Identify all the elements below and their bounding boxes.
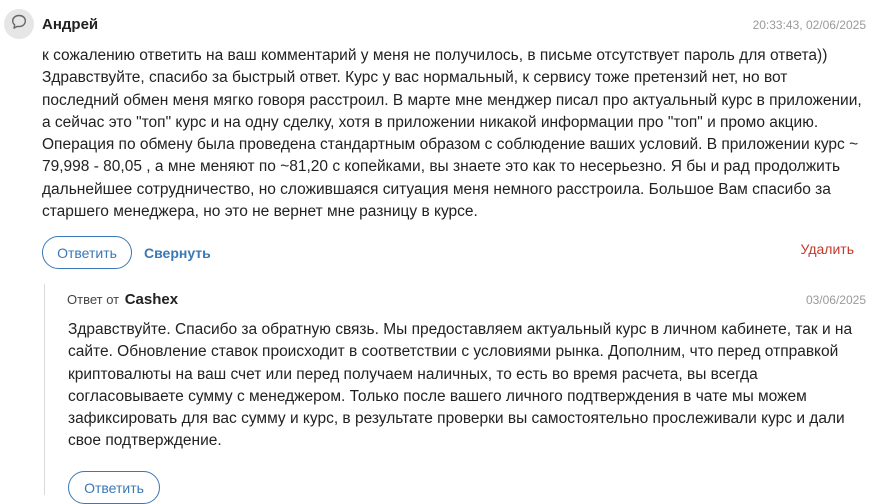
comment-timestamp: 20:33:43, 02/06/2025 (752, 18, 866, 32)
reply-date: 03/06/2025 (805, 293, 866, 307)
reply-text: Здравствуйте. Спасибо за обратную связь. Мы предоставляем актуальный курс в личном кабинете, так и на сайте. Обновление ставок происходит в соответствии с условиями рынка. Дополним, что перед отправкой криптовалюты на ваш счет или перед получаем наличных, то есть во время расчета, вы всегда согласовываете сумму с менеджером. Только после вашего личного подтверждения в чате мы можем зафиксировать для вас сумму и курс, в результате проверки вы самостоятельно прослеживали курс и дали свое подтверждение. (68, 321, 853, 450)
comment-text: к сожалению ответить на ваш комментарий у меня не получилось, в письме отсутствует пароль для ответа)) Здравствуйте, спасибо за быстрый ответ. Курс у вас нормальный, к сервису тоже претензий нет, но вот последний обмен меня мягко говоря расстроил. В марте мне менджер писал про актуальный курс в приложении, а сейчас это "топ" курс и на одну сделку, хотя в приложении никакой информации про "топ" и промо акцию. Операция по обмену была проведена стандартным образом с соблюдение ваших условий. В приложении курс ~ 79,998 - 80,05 , а мне меняют по ~81,20 с копейками, вы знаете это как то несерьезно. Я бы и рад продолжить дальнейшее сотрудничество, но сложившаяся ситуация меня немного расстроила. Большое Вам спасибо за старшего менеджера, но это не вернет мне разницу в курсе. (42, 47, 862, 221)
avatar (4, 9, 34, 39)
speech-bubble-icon (10, 13, 28, 36)
reply-reply-button[interactable]: Ответить (68, 471, 160, 504)
reply-header (67, 291, 178, 308)
collapse-button[interactable]: Свернуть (144, 245, 211, 261)
reply-prefix: Ответ от (67, 292, 120, 307)
comment-author: Андрей (42, 16, 99, 33)
reply-thread (44, 284, 875, 495)
reply-author: Cashex (124, 291, 179, 308)
delete-button[interactable]: Удалить (800, 241, 854, 257)
reply-button[interactable]: Ответить (42, 236, 132, 269)
